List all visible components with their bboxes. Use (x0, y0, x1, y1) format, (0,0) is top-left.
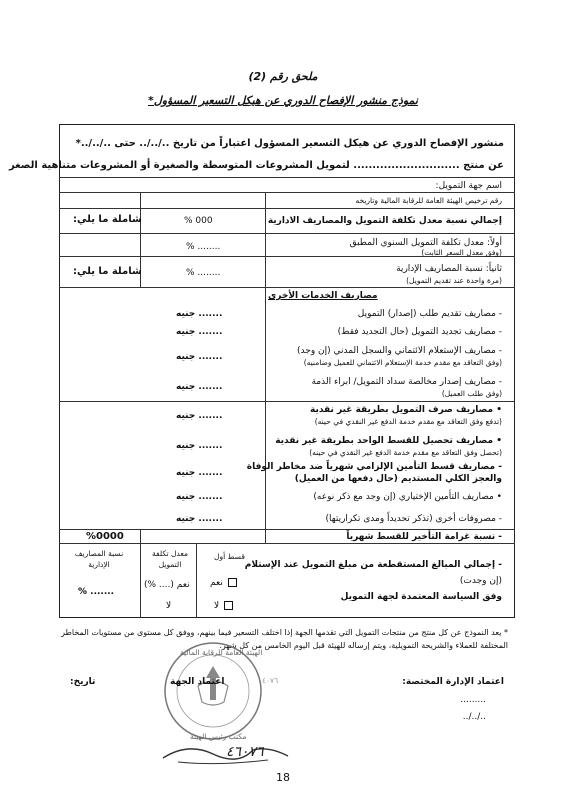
late-fee-value: %0000 (86, 531, 124, 542)
form-divider (59, 208, 515, 209)
license-number-label: رقم ترخيص الهيئة العامة للرقابة المالية وتاريخه (355, 196, 502, 205)
footer-note: * يعد النموذج عن كل منتج من منتجات التمويل التي تقدمها الجهة إذا اختلف التسعير فيما بينهم، ووفق كل مستوى من مستويات المخاطر المختلفة للعملاء والشريحة التمويلية، ويتم إرساله للهيئة قبل اليوم الخامس من كل شهر. (61, 628, 508, 650)
form-divider (59, 192, 515, 193)
fee-value: ....... جنيه (176, 327, 223, 337)
fee-label: - مصاريف قسط التأمين الإلزامي شهرياً ضد مخاطر الوفاة (246, 462, 502, 472)
form-column-line (265, 287, 266, 543)
fee-value: ....... جنيه (176, 382, 223, 392)
cost-rate-yes-value: نعم (.... %) (144, 580, 190, 590)
form-heading-line2: عن منتج ............................ لتمويل المشروعات المتوسطة والصغيرة أو المشروعات متناهية الصغر (8, 160, 504, 171)
cost-rate-no-value: لا (166, 601, 172, 611)
admin-fees-note: (مرة واحدة عند تقديم التمويل) (406, 276, 502, 285)
form-divider (59, 177, 515, 178)
form-column-line (265, 192, 266, 287)
fee-label: • مصاريف صرف التمويل بطريقة غير نقدية (309, 405, 502, 415)
admin-approval-date: ../../.. (462, 712, 486, 722)
page-number: 18 (276, 771, 290, 784)
fee-label: - مصاريف تجديد التمويل (حال التجديد فقط) (337, 327, 502, 337)
form-divider (59, 529, 515, 530)
form-heading-line1: منشور الإفصاح الدوري عن هيكل التسعير المسؤول اعتباراً من تاريخ ../../.. حتى ../../..* (75, 138, 504, 149)
late-fee-label: - نسبة غرامة التأخير للقسط شهرياً (346, 532, 502, 542)
fee-value: ....... جنيه (176, 352, 223, 362)
fee-label: - مصروفات أخرى (تذكر تحديداً ومدى تكراريتها) (325, 514, 502, 524)
annual-cost-rate-value: % ........ (186, 242, 221, 252)
admin-fees-label: ثانياً: نسبة المصاريف الإدارية (396, 264, 502, 274)
admin-rate-header: نسبة المصاريف الإدارية (74, 549, 124, 569)
fee-note: (وفق التعاقد مع مقدم خدمة الإستعلام الائتماني للعميل وضامنيه) (303, 358, 502, 367)
fee-value: ....... جنيه (176, 468, 223, 478)
form-divider (59, 233, 515, 234)
fee-note: (تحصل وفق التعاقد مع مقدم خدمة الدفع غير النقدي في حينه) (309, 448, 502, 457)
fee-value: ....... جنيه (176, 411, 223, 421)
fee-label: - مصاريف الإستعلام الائتماني والسجل المدني (إن وجد) (297, 346, 502, 356)
document-title: نموذج منشور الإفصاح الدوري عن هيكل التسعير المسؤول* (148, 94, 418, 107)
stamp-number: ٤٠٧٦ (262, 676, 279, 685)
admin-approval-label: اعتماد الإدارة المختصة: (402, 677, 504, 687)
fee-label-continued: والعجز الكلي المستديم (حال دفعها من العميل) (294, 474, 502, 484)
fee-label: - مصاريف تقديم طلب (إصدار) التمويل (357, 309, 502, 319)
form-divider (59, 401, 515, 402)
entity-approval-label: اعتماد الجهة (170, 677, 225, 687)
form-column-line (196, 543, 197, 618)
total-rate-value: % 000 (184, 216, 213, 226)
inclusive-label-2: شاملة ما يلي: (73, 266, 142, 277)
annual-cost-rate-note: (وفق معدل السعر الثابت) (421, 248, 502, 257)
admin-fees-value: % ........ (186, 268, 221, 278)
form-column-line (140, 529, 141, 618)
fee-label: • مصاريف تحصيل للقسط الواحد بطريقة غير نقدية (275, 436, 502, 446)
stamp-text-bottom: مكتب رئيس الهيئة (190, 732, 247, 741)
first-installment-header: قسط أول (214, 552, 245, 561)
first-installment-yes (210, 578, 239, 588)
no-option-label: لا (214, 601, 220, 611)
checkbox[interactable] (224, 601, 233, 610)
admin-approval-signature-line: ......... (460, 695, 486, 705)
annual-cost-rate-label: أولاً: معدل تكلفة التمويل السنوي المطبق (349, 238, 502, 248)
first-installment-no (214, 601, 235, 611)
fee-label: - مصاريف إصدار مخالصة سداد التمويل/ ابراء الذمة (311, 377, 502, 387)
deductions-label: - إجمالي المبالغ المستقطعة من مبلغ التمويل عند الإستلام (244, 560, 502, 570)
inclusive-label-1: شاملة ما يلي: (73, 214, 142, 225)
fee-value: ....... جنيه (176, 309, 223, 319)
fee-value: ....... جنيه (176, 441, 223, 451)
form-divider (59, 287, 515, 288)
fee-note: (تدفع وفق التعاقد مع مقدم خدمة الدفع غير النقدي في حينه) (314, 417, 502, 426)
handwritten-reference-number: ٤٦٠٧٦ (226, 744, 264, 760)
yes-option-label: نعم (210, 578, 223, 588)
date-label: تاريخ: (70, 677, 96, 687)
form-divider (59, 543, 515, 544)
fee-label: • مصاريف التأمين الإختياري (إن وجد مع ذكر نوعه) (313, 492, 502, 502)
entity-name-label: اسم جهة التمويل: (435, 181, 502, 191)
total-rate-label: إجمالي نسبة معدل تكلفة التمويل والمصاريف الادارية (267, 216, 502, 226)
cost-rate-header: معدل تكلفة التمويل (152, 549, 188, 569)
checkbox[interactable] (228, 578, 237, 587)
fee-value: ....... جنيه (176, 514, 223, 524)
deductions-policy: وفق السياسة المعتمدة لجهة التمويل (340, 592, 502, 602)
stamp-text-top: الهيئة العامة للرقابة المالية (180, 648, 263, 657)
annex-number: ملحق رقم (2) (248, 70, 318, 83)
fee-note: (وفق طلب العميل) (441, 389, 502, 398)
fee-value: ....... جنيه (176, 492, 223, 502)
deductions-note: (إن وجدت) (459, 576, 502, 586)
other-services-header: مصاريف الخدمات الأخرى (268, 291, 378, 301)
admin-rate-value: % ....... (78, 587, 115, 597)
